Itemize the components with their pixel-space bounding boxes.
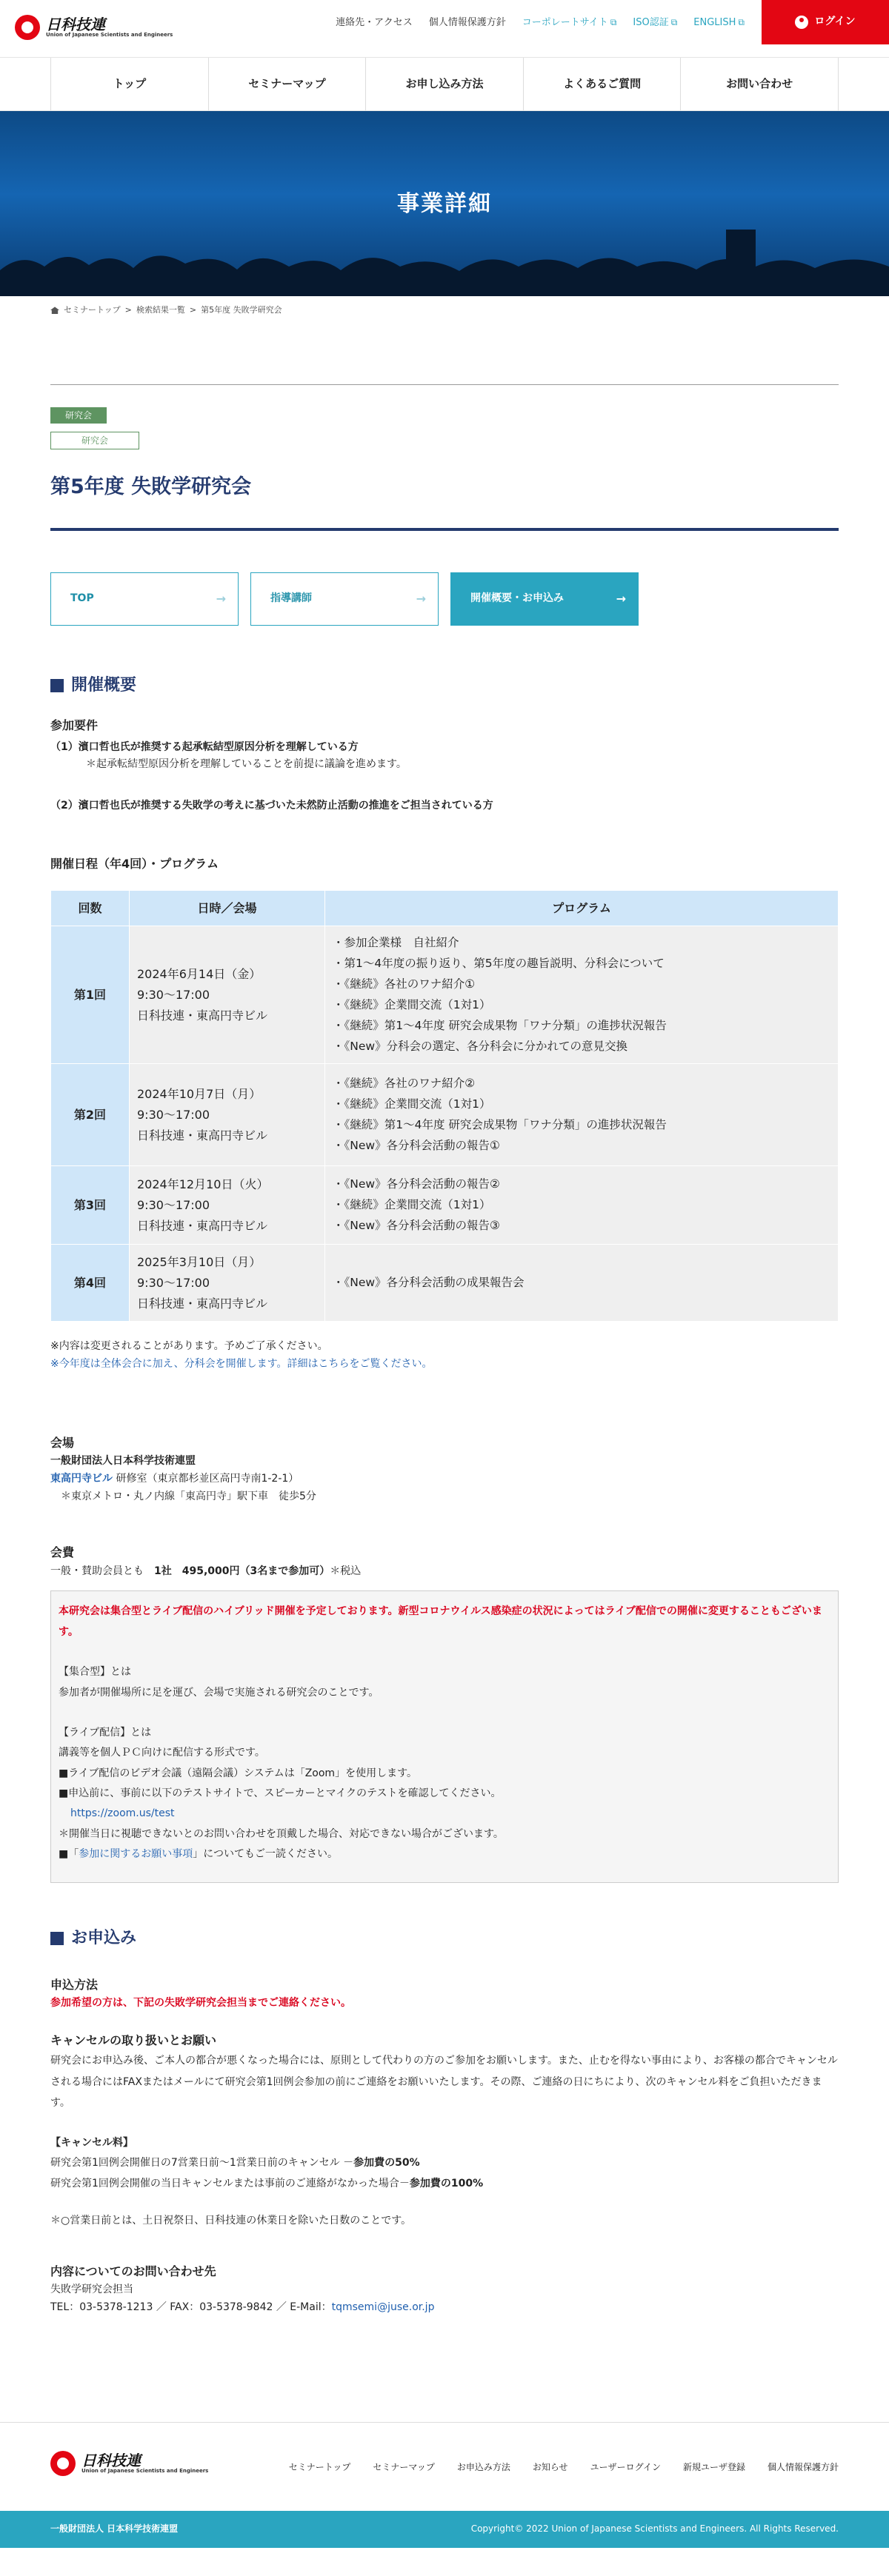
footer-link[interactable]: 新規ユーザ登録	[682, 2461, 745, 2472]
cancel-fee-2: 研究会第1回例会開催の当日キャンセルまたは事前のご連絡がなかった場合－参加費の100%	[50, 2178, 484, 2190]
logo-text: 日科技連	[46, 16, 105, 34]
table-row: 第4回 2025年3月10日（月） 9:30〜17:00 日科技連・東高円寺ビル ・《New》各分科会活動の成果報告会	[51, 1245, 839, 1322]
util-link-privacy[interactable]: 個人情報保護方針	[428, 17, 506, 28]
nav-item-seminar-map[interactable]: セミナーマップ	[208, 58, 366, 110]
requirements-title: 参加要件	[50, 718, 99, 733]
contact-title: 内容についてのお問い合わせ先	[50, 2264, 216, 2278]
zoom-test-link[interactable]: https://zoom.us/test	[70, 1807, 175, 1820]
contact-email-link[interactable]: tqmsemi@juse.or.jp	[331, 2301, 435, 2313]
schedule-table	[50, 890, 839, 1322]
footer-link[interactable]: 個人情報保護方針	[767, 2461, 839, 2472]
cancel-fee-1: 研究会第1回例会開催日の7営業日前〜1営業日前のキャンセル －参加費の50%	[50, 2156, 420, 2169]
site-header	[0, 0, 889, 58]
footer-link[interactable]: ユーザーログイン	[590, 2461, 661, 2472]
breadcrumb-search-results[interactable]: 検索結果一覧	[136, 305, 185, 315]
hybrid-warning: 本研究会は集合型とライブ配信のハイブリッド開催を予定しております。新型コロナウイルス感染症の状況によってはライブ配信での開催に変更することもございます。	[59, 1605, 822, 1638]
logo-mark-icon	[15, 15, 40, 40]
site-logo[interactable]	[15, 15, 173, 40]
apply-method-text: 参加希望の方は、下記の失敗学研究会担当までご連絡ください。	[50, 1996, 351, 2009]
hero-banner	[0, 111, 889, 296]
requirement-1: （1）濱口哲也氏が推奨する起承転結型原因分析を理解している方	[50, 740, 359, 753]
arrow-right-icon: →	[616, 592, 626, 606]
breadcrumb-current: 第5年度 失敗学研究会	[201, 305, 282, 315]
logo-mark-icon	[50, 2451, 76, 2476]
hero-title: 事業詳細	[397, 190, 492, 217]
fee-title: 会費	[50, 1545, 75, 1560]
footer-links	[289, 2460, 839, 2475]
tab-instructors[interactable]: 指導講師 →	[250, 572, 439, 626]
table-header-num: 回数	[51, 891, 130, 926]
apply-method-title: 申込方法	[50, 1977, 99, 1992]
section-tabs	[50, 572, 839, 626]
nav-item-faq[interactable]: よくあるご質問	[523, 58, 681, 110]
page-title: 第5年度 失敗学研究会	[50, 470, 839, 531]
tab-top[interactable]: TOP →	[50, 572, 239, 626]
site-footer	[0, 2422, 889, 2511]
nav-item-apply[interactable]: お申し込み方法	[365, 58, 523, 110]
venue-access: ＊東京メトロ・丸ノ内線「東高円寺」駅下車 徒歩5分	[50, 1490, 316, 1502]
logo-subtext: Union of Japanese Scientists and Engineers	[46, 32, 173, 39]
cancel-fee-title: 【キャンセル料】	[50, 2136, 133, 2149]
requirement-1-note: ＊起承転結型原因分析を理解していることを前提に議論を進めます。	[86, 758, 407, 771]
footer-link[interactable]: セミナートップ	[288, 2461, 351, 2472]
program-title: 開催日程（年4回）・プログラム	[50, 857, 219, 872]
category-tag-outline: 研究会	[50, 432, 139, 449]
footer-bar	[0, 2511, 889, 2548]
contact-name: 失敗学研究会担当	[50, 2284, 133, 2296]
hybrid-info-box: 本研究会は集合型とライブ配信のハイブリッド開催を予定しております。新型コロナウイルス感染症の状況によってはライブ配信での開催に変更することもございます。 【集合型】とは 参加者が開催場所に足を運び、会場で実施される研究会のことです。 【ライブ配信】とは 講義等を個人ＰＣ向けに配信する形式です。 ■ライブ配信のビデオ会議（遠隔会議）システムは「Zoom」を使用します。 ■申込前に、事前に以下のテストサイトで、スピーカーとマイクのテストを確認してください。 https://zoom.us/test ＊開催当日に視聴できないとのお問い合わせを頂戴した場合、対応できない場合がございます。 ■「参加に関するお願い事項」についてもご一読ください。	[50, 1590, 839, 1883]
change-note: ※内容は変更されることがあります。予めご了承ください。	[50, 1340, 328, 1353]
square-icon	[50, 679, 64, 692]
participation-notes-link[interactable]: 参加に関するお願い事項	[79, 1847, 193, 1860]
tab-overview-apply[interactable]: 開催概要・お申込み →	[450, 572, 639, 626]
util-link-english[interactable]: ENGLISH ⧉	[693, 15, 745, 31]
breadcrumb: セミナートップ > 検索結果一覧 > 第5年度 失敗学研究会	[50, 296, 839, 325]
footer-logo[interactable]: 日科技連 Union of Japanese Scientists and Engineers	[50, 2451, 208, 2476]
requirement-2: （2）濱口哲也氏が推奨する失敗学の考えに基づいた未然防止活動の推進をご担当されている方	[50, 800, 493, 812]
arrow-right-icon: →	[416, 592, 426, 606]
copyright: Copyright© 2022 Union of Japanese Scientists and Engineers. All Rights Reserved.	[470, 2523, 839, 2535]
audience-silhouette	[0, 230, 889, 296]
arrow-right-icon: →	[216, 592, 226, 606]
table-row: 第2回 2024年10月7日（月） 9:30〜17:00 日科技連・東高円寺ビル ・《継続》各社のワナ紹介② ・《継続》企業間交流（1対1） ・《継続》第1〜4年度 研究会成果物「ワナ分類」の進捗状況報告 ・《New》各分科会活動の報告①	[51, 1064, 839, 1166]
divider	[50, 384, 839, 385]
section-heading-apply: お申込み	[50, 1924, 839, 1952]
venue-org: 一般財団法人日本科学技術連盟	[50, 1455, 196, 1468]
venue-address: 研修室（東京都杉並区高円寺南1-2-1）	[113, 1472, 299, 1485]
utility-links	[336, 15, 745, 31]
table-header-program: プログラム	[325, 891, 839, 926]
home-icon	[50, 307, 59, 314]
footer-link[interactable]: お知らせ	[532, 2461, 568, 2472]
table-header-date: 日時／会場	[130, 891, 325, 926]
subcommittee-link[interactable]: ※今年度は全体会合に加え、分科会を開催します。詳細はこちらをご覧ください。	[50, 1358, 433, 1371]
contact-info: TEL：03-5378-1213 ／ FAX：03-5378-9842 ／ E-Mail：tqmsemi@juse.or.jp	[50, 2301, 435, 2313]
footer-link[interactable]: セミナーマップ	[373, 2461, 435, 2472]
table-row: 第3回 2024年12月10日（火） 9:30〜17:00 日科技連・東高円寺ビル ・《New》各分科会活動の報告② ・《継続》企業間交流（1対1） ・《New》各分科会活動の報告③	[51, 1166, 839, 1245]
footer-link[interactable]: お申込み方法	[456, 2461, 510, 2472]
user-icon	[795, 16, 808, 29]
square-icon	[50, 1932, 64, 1945]
util-link-iso[interactable]: ISO認証 ⧉	[633, 15, 677, 31]
footer-org: 一般財団法人 日本科学技術連盟	[50, 2523, 179, 2535]
main-nav	[0, 58, 889, 111]
category-tag: 研究会	[50, 407, 107, 424]
cancel-text: 研究会にお申込み後、ご本人の都合が悪くなった場合には、原則として代わりの方のご参加をお願いします。また、止むを得ない事由により、お客様の都合でキャンセルされる場合にはFAXまたはメールにて研究会第1回例会参加の前にご連絡をお願いいたします。その際、ご連絡の日にちにより、次のキャンセル料をご負担いただきます。	[50, 2054, 838, 2110]
login-label: ログイン	[814, 16, 856, 28]
util-link-contact[interactable]: 連絡先・アクセス	[336, 17, 413, 28]
breadcrumb-seminar-top[interactable]: セミナートップ	[64, 305, 121, 315]
login-button[interactable]	[762, 0, 889, 44]
cancel-title: キャンセルの取り扱いとお願い	[50, 2033, 217, 2047]
venue-title: 会場	[50, 1435, 75, 1450]
section-heading-overview: 開催概要	[50, 672, 839, 699]
nav-item-contact[interactable]: お問い合わせ	[680, 58, 839, 110]
venue-link[interactable]: 東高円寺ビル	[50, 1472, 113, 1485]
main-content	[50, 384, 839, 2317]
fee-line: 一般・賛助会員とも 1社 495,000円（3名まで参加可）＊税込	[50, 1565, 362, 1577]
business-day-note: ＊○営業日前とは、土日祝祭日、日科技連の休業日を除いた日数のことです。	[50, 2215, 412, 2227]
table-row: 第1回 2024年6月14日（金） 9:30〜17:00 日科技連・東高円寺ビル ・参加企業様 自社紹介 ・第1〜4年度の振り返り、第5年度の趣旨説明、分科会について ・《継続》各社のワナ紹介① ・《継続》企業間交流（1対1） ・《継続》第1〜4年度 研究会成果物「ワナ分類」の進捗状況報告 ・《New》分科会の選定、各分科会に分かれての意見交換	[51, 926, 839, 1064]
util-link-corporate[interactable]: コーポレートサイト ⧉	[522, 15, 617, 31]
nav-item-top[interactable]: トップ	[50, 58, 208, 110]
